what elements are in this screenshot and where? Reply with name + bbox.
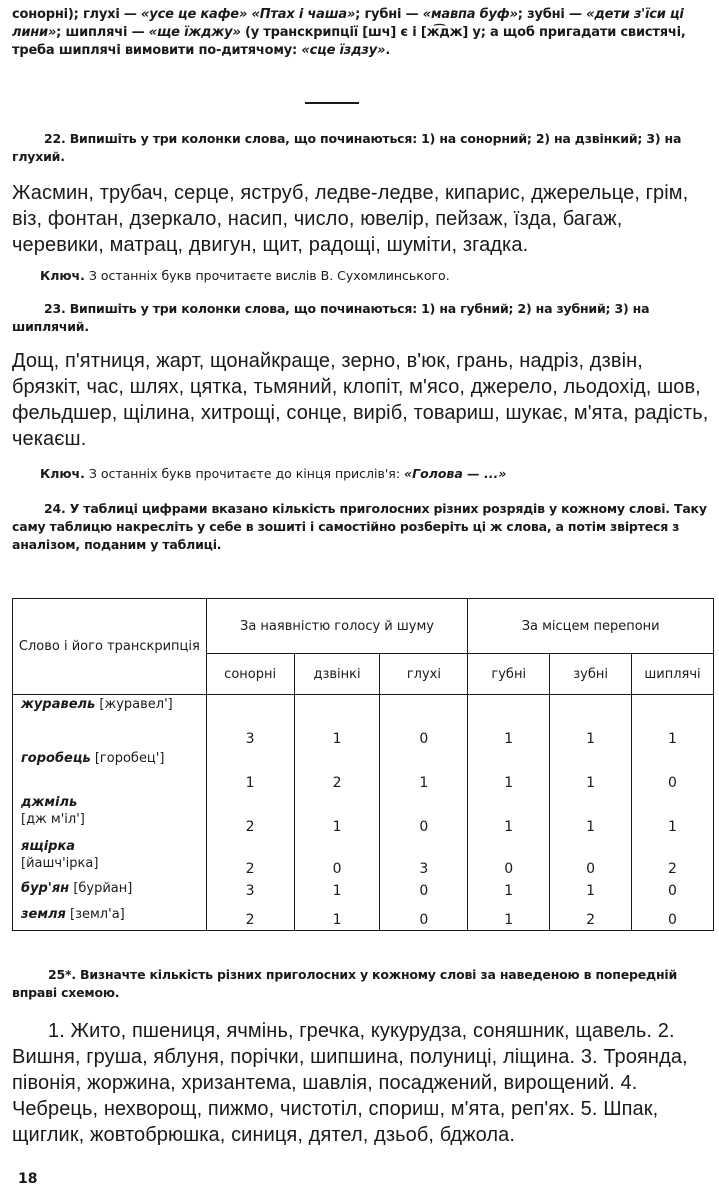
value-cell: 0 <box>294 837 380 879</box>
value-cell: 1 <box>550 695 632 749</box>
value-cell: 1 <box>632 695 714 749</box>
header-word-column: Слово і його транскрипція <box>13 599 207 695</box>
word: бур'ян <box>21 880 70 896</box>
value-cell: 3 <box>380 837 468 879</box>
word-cell <box>13 793 207 837</box>
table-row <box>13 695 714 749</box>
mnemonic-voiceless: «усе це кафе» «Птах і чаша» <box>141 7 356 22</box>
value-cell: 1 <box>294 695 380 749</box>
task-number: 22. <box>44 131 66 146</box>
value-cell: 0 <box>380 901 468 931</box>
header-voice-group: За наявністю голосу й шуму <box>206 599 468 654</box>
value-cell: 2 <box>632 837 714 879</box>
table-header-row <box>13 599 714 654</box>
value-cell: 3 <box>206 695 294 749</box>
key-label: Ключ. <box>40 466 85 481</box>
value-cell: 0 <box>380 793 468 837</box>
table-row <box>13 793 714 837</box>
table-row <box>13 837 714 879</box>
key-text: З останніх букв прочитаєте вислів В. Сухомлинського. <box>84 268 450 283</box>
task-number: 24. <box>44 501 66 516</box>
value-cell: 1 <box>380 749 468 793</box>
mnemonic-labial: «мавпа буф» <box>422 7 518 22</box>
value-cell: 2 <box>206 901 294 931</box>
header-sonorant: сонорні <box>206 654 294 695</box>
header-sibilant: шиплячі <box>632 654 714 695</box>
task-text: У таблиці цифрами вказано кількість приголосних різних розрядів у кожному слові. Таку саму таблицю накресліть у себе в зошиті і самостійно розберіть ці ж слова, а потім звіртеся з аналізом, поданим у таблиці. <box>12 501 707 552</box>
task-22-key <box>40 267 719 285</box>
key-label: Ключ. <box>40 268 85 283</box>
intro-paragraph <box>12 6 712 60</box>
transcription: [земл'а] <box>70 907 125 923</box>
value-cell: 1 <box>468 901 550 931</box>
task-23-words: Дощ, п'ятниця, жарт, щонайкраще, зерно, в'юк, грань, надріз, дзвін, брязкіт, час, шлях, цятка, тьмяний, клопіт, м'ясо, джерело, льодохід, шов, фельдшер, щілина, хитрощі, сонце, виріб, товариш, шукає, м'ята, радість, чекаєш. <box>12 350 709 450</box>
text-fragment: сонорні); глухі — <box>12 7 142 22</box>
value-cell: 1 <box>468 879 550 901</box>
transcription: [журавел'] <box>99 697 173 712</box>
value-cell: 0 <box>380 695 468 749</box>
word-cell <box>13 879 207 901</box>
task-text: Випишіть у три колонки слова, що починаються: 1) на губний; 2) на зубний; 3) на шиплячий. <box>12 301 650 334</box>
mnemonic-sibilant: «ще їжджу» <box>148 25 241 40</box>
header-place-group: За місцем перепони <box>468 599 714 654</box>
value-cell: 0 <box>632 879 714 901</box>
text-fragment: . <box>385 43 391 58</box>
table-row <box>13 901 714 931</box>
task-22-instruction <box>12 130 712 166</box>
table-row <box>13 879 714 901</box>
word-cell <box>13 837 207 879</box>
value-cell: 1 <box>468 749 550 793</box>
task-text: Визначте кількість різних приголосних у кожному слові за наведеною в попередній вправі схемою. <box>12 967 678 1000</box>
table-row <box>13 749 714 793</box>
word: ящірка <box>21 838 76 854</box>
header-voiced: дзвінкі <box>294 654 380 695</box>
word-cell <box>13 901 207 931</box>
key-quote: «Голова — ...» <box>404 466 507 481</box>
value-cell: 1 <box>206 749 294 793</box>
consonant-analysis-table <box>12 598 714 931</box>
word-cell <box>13 695 207 749</box>
value-cell: 1 <box>468 793 550 837</box>
task-number: 23. <box>44 301 66 316</box>
key-text: З останніх букв прочитаєте до кінця прислів'я: <box>84 466 405 481</box>
page-number: 18 <box>18 1171 38 1187</box>
word: горобець <box>21 750 91 766</box>
section-divider <box>305 102 359 104</box>
word: джміль <box>21 794 78 810</box>
task-25-instruction <box>12 966 712 1002</box>
word-cell <box>13 749 207 793</box>
value-cell: 1 <box>294 901 380 931</box>
task-24-instruction <box>12 500 712 554</box>
value-cell: 1 <box>294 879 380 901</box>
value-cell: 2 <box>294 749 380 793</box>
value-cell: 1 <box>632 793 714 837</box>
value-cell: 0 <box>380 879 468 901</box>
header-voiceless: глухі <box>380 654 468 695</box>
value-cell: 1 <box>550 749 632 793</box>
value-cell: 1 <box>468 695 550 749</box>
value-cell: 0 <box>550 837 632 879</box>
transcription: [дж м'іл'] <box>21 811 85 827</box>
transcription: [йашч'ірка] <box>21 855 99 871</box>
value-cell: 2 <box>206 837 294 879</box>
header-dental: зубні <box>550 654 632 695</box>
text-fragment: ; зубні — <box>517 7 587 22</box>
value-cell: 2 <box>550 901 632 931</box>
mnemonic-whistling: «сце їздзу» <box>301 43 386 58</box>
word: земля <box>21 907 66 923</box>
mnemonic-dental: «дети з'їси ці лини» <box>12 7 684 40</box>
task-text: Випишіть у три колонки слова, що починаються: 1) на сонорний; 2) на дзвінкий; 3) на глухий. <box>12 131 682 164</box>
header-labial: губні <box>468 654 550 695</box>
transcription: [горобец'] <box>94 750 165 766</box>
value-cell: 1 <box>550 793 632 837</box>
value-cell: 1 <box>294 793 380 837</box>
task-25-words: 1. Жито, пшениця, ячмінь, гречка, кукурудза, соняшник, щавель. 2. Вишня, груша, яблуня, порічки, шипшина, полуниці, ліщина. 3. Троянда, півонія, жоржина, хризантема, шавлія, посаджений, вирощений. 4. Чебрець, нехворощ, пижмо, чистотіл, спориш, м'ята, реп'ях. 5. Шпак, щиглик, жовтобрюшка, синиця, дятел, дзьоб, бджола. <box>12 1020 688 1146</box>
text-fragment: ; губні — <box>355 7 423 22</box>
task-number: 25*. <box>48 967 76 982</box>
text-fragment: (у транскрипції [шч] є і [ж͡дж] у; а щоб пригадати свистячі, треба шиплячі вимовити по-дитячому: <box>12 25 686 58</box>
value-cell: 1 <box>550 879 632 901</box>
value-cell: 3 <box>206 879 294 901</box>
task-23-key <box>40 465 719 483</box>
value-cell: 0 <box>632 749 714 793</box>
text-fragment: ; шиплячі — <box>56 25 149 40</box>
value-cell: 0 <box>632 901 714 931</box>
value-cell: 2 <box>206 793 294 837</box>
task-22-words: Жасмин, трубач, серце, яструб, ледве-ледве, кипарис, джерельце, грім, віз, фонтан, дзеркало, насип, число, ювелір, пейзаж, їзда, багаж, черевики, матрац, двигун, щит, радощі, шуміти, згадка. <box>12 182 689 256</box>
value-cell: 0 <box>468 837 550 879</box>
transcription: [бурйан] <box>73 880 133 896</box>
task-23-instruction <box>12 300 712 336</box>
word: журавель <box>21 697 96 712</box>
